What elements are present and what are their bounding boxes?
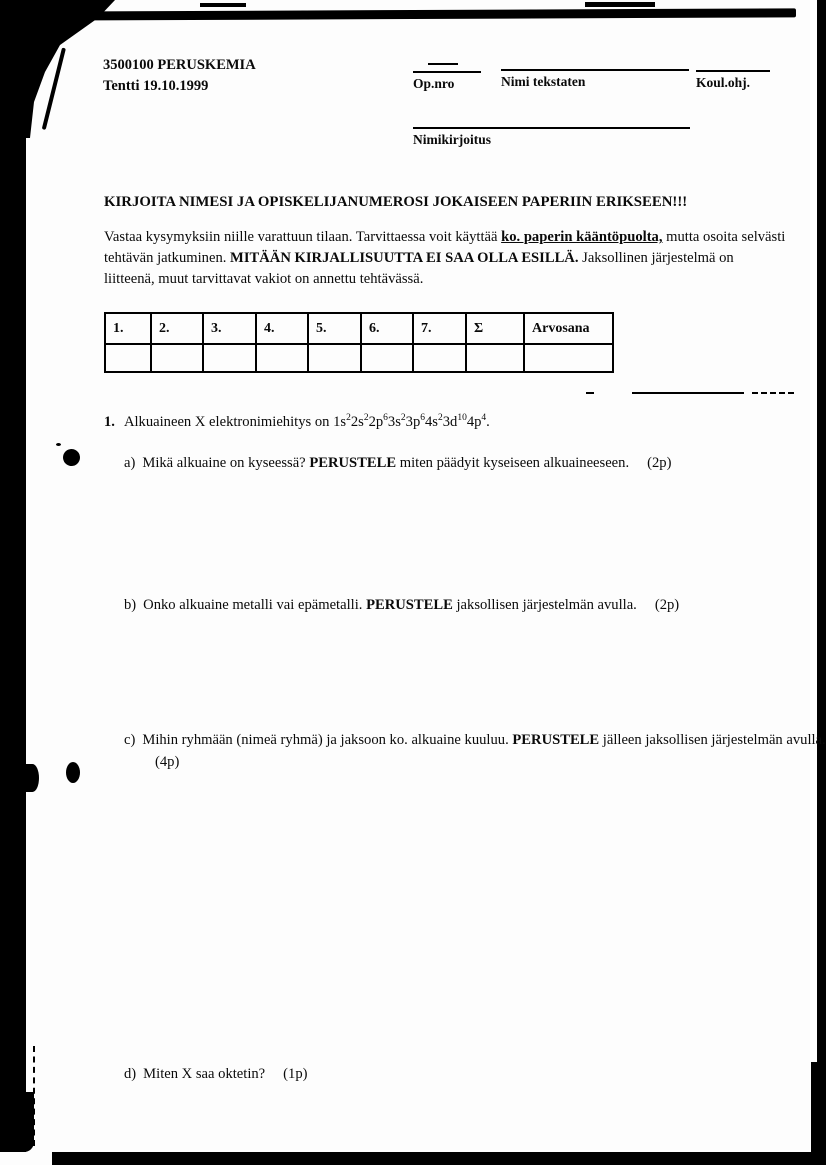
score-cell: [203, 344, 256, 372]
document-header: [103, 55, 256, 97]
part-a-label: a): [124, 455, 136, 471]
punch-hole-top: [62, 448, 81, 467]
question-1b: [124, 594, 679, 616]
scan-left-dashed-line-artifact: [33, 1046, 35, 1146]
student-number-field: [413, 71, 481, 92]
question-1-stem: [104, 414, 490, 431]
score-cell: [524, 344, 613, 372]
orbital-superscript: 10: [457, 413, 467, 424]
scan-stray-dash-artifact: [428, 63, 458, 65]
instructions-text: Vastaa kysymyksiin niille varattuun tilaan. Tarvittaessa voit käyttää: [104, 229, 502, 245]
orbital-superscript: 2: [346, 413, 351, 424]
printed-name-field: [501, 69, 689, 90]
part-b-points: (2p): [654, 597, 680, 613]
score-col-1: 1.: [105, 313, 151, 344]
score-table-value-row: [105, 344, 613, 372]
punch-hole-bottom: [66, 762, 80, 783]
course-title: 3500100 PERUSKEMIA: [103, 57, 256, 73]
exam-date: Tentti 19.10.1999: [103, 78, 209, 94]
part-c-text: jälleen jaksollisen järjestelmän avulla.: [599, 732, 826, 748]
score-cell: [466, 344, 524, 372]
part-c-emphasis: PERUSTELE: [512, 732, 600, 748]
scan-speck-artifact: [56, 443, 61, 446]
score-col-sum: Σ: [466, 313, 524, 344]
part-a-text: Mikä alkuaine on kyseessä?: [142, 455, 310, 471]
scan-left-edge-artifact: [0, 0, 26, 1152]
scan-right-edge-artifact: [817, 0, 826, 1165]
score-cell: [105, 344, 151, 372]
score-cell: [308, 344, 361, 372]
scan-top-dash-artifact: [585, 2, 655, 7]
question-1-text: Alkuaineen X elektronimiehitys on: [123, 414, 334, 430]
score-col-2: 2.: [151, 313, 203, 344]
scan-left-edge-artifact: [26, 764, 39, 792]
scan-top-edge-artifact: [30, 8, 796, 20]
scan-stray-line-artifact: [632, 392, 744, 394]
orbital: 2p: [368, 414, 384, 430]
scan-right-edge-artifact: [811, 1062, 826, 1165]
score-table-header-row: [105, 313, 613, 344]
orbital: 3s: [387, 414, 401, 430]
scan-bottom-edge-artifact: [52, 1152, 826, 1165]
orbital: 4s: [424, 414, 438, 430]
score-cell: [151, 344, 203, 372]
program-label: Koul.ohj.: [696, 75, 751, 90]
orbital-superscript: 2: [400, 413, 406, 424]
score-col-3: 3.: [203, 313, 256, 344]
orbital: 2s: [350, 414, 364, 430]
orbital-superscript: 6: [420, 413, 425, 424]
score-cell: [256, 344, 308, 372]
part-d-points: (1p): [283, 1066, 308, 1082]
signature-label: Nimikirjoitus: [413, 132, 492, 147]
scan-top-dash-artifact: [200, 3, 246, 7]
score-cell: [361, 344, 413, 372]
program-field: [696, 70, 770, 91]
part-a-points: (2p): [647, 455, 672, 471]
scan-stray-line-artifact: [586, 392, 594, 394]
score-col-5: 5.: [308, 313, 361, 344]
part-c-points: (4p): [155, 754, 180, 770]
orbital-superscript: 4: [481, 413, 487, 424]
orbital: 3d: [442, 414, 458, 430]
write-name-notice: KIRJOITA NIMESI JA OPISKELIJANUMEROSI JOKAISEEN PAPERIIN ERIKSEEN!!!: [104, 194, 688, 210]
orbital: 1s: [333, 414, 347, 430]
part-c-label: c): [124, 732, 136, 748]
instructions-text: Jaksollinen järjestelmä on liitteenä, muut tarvittavat vakiot on annettu tehtävässä.: [104, 250, 734, 287]
scan-stray-line-artifact: [752, 392, 794, 394]
signature-field: [413, 127, 690, 148]
score-col-7: 7.: [413, 313, 466, 344]
orbital: 4p: [466, 414, 482, 430]
question-1-period: .: [486, 414, 490, 430]
orbital-superscript: 2: [437, 413, 443, 424]
score-cell: [413, 344, 466, 372]
score-table: [104, 312, 614, 373]
instructions-text: mutta osoita selvästi tehtävän jatkuminen.: [104, 229, 786, 266]
score-col-4: 4.: [256, 313, 308, 344]
part-d-label: d): [124, 1066, 137, 1082]
question-1-number: 1.: [104, 414, 115, 430]
printed-name-label: Nimi tekstaten: [501, 74, 586, 89]
instructions-emphasis: MITÄÄN KIRJALLISUUTTA EI SAA OLLA ESILLÄ.: [230, 250, 579, 266]
question-1d: [124, 1063, 308, 1085]
question-1a: [124, 452, 671, 474]
orbital-superscript: 2: [363, 413, 369, 424]
instructions-emphasis-underlined: ko. paperin kääntöpuolta,: [501, 229, 663, 245]
part-a-emphasis: PERUSTELE: [309, 455, 397, 471]
exam-instructions: [104, 227, 788, 290]
electron-configuration: [333, 414, 486, 430]
question-1c: [124, 729, 826, 773]
orbital-superscript: 6: [383, 413, 388, 424]
part-b-emphasis: PERUSTELE: [366, 597, 453, 613]
part-b-text: jaksollisen järjestelmän avulla.: [452, 597, 637, 613]
part-b-text: Onko alkuaine metalli vai epämetalli.: [143, 597, 367, 613]
orbital: 3p: [405, 414, 421, 430]
part-c-text: Mihin ryhmään (nimeä ryhmä) ja jaksoon ko. alkuaine kuuluu.: [142, 732, 513, 748]
student-number-label: Op.nro: [413, 76, 455, 91]
scan-left-edge-artifact: [0, 1092, 34, 1152]
score-col-grade: Arvosana: [524, 313, 613, 344]
part-a-text: miten päädyit kyseiseen alkuaineeseen.: [396, 455, 630, 471]
part-d-text: Miten X saa oktetin?: [143, 1066, 266, 1082]
score-col-6: 6.: [361, 313, 413, 344]
part-b-label: b): [124, 597, 137, 613]
